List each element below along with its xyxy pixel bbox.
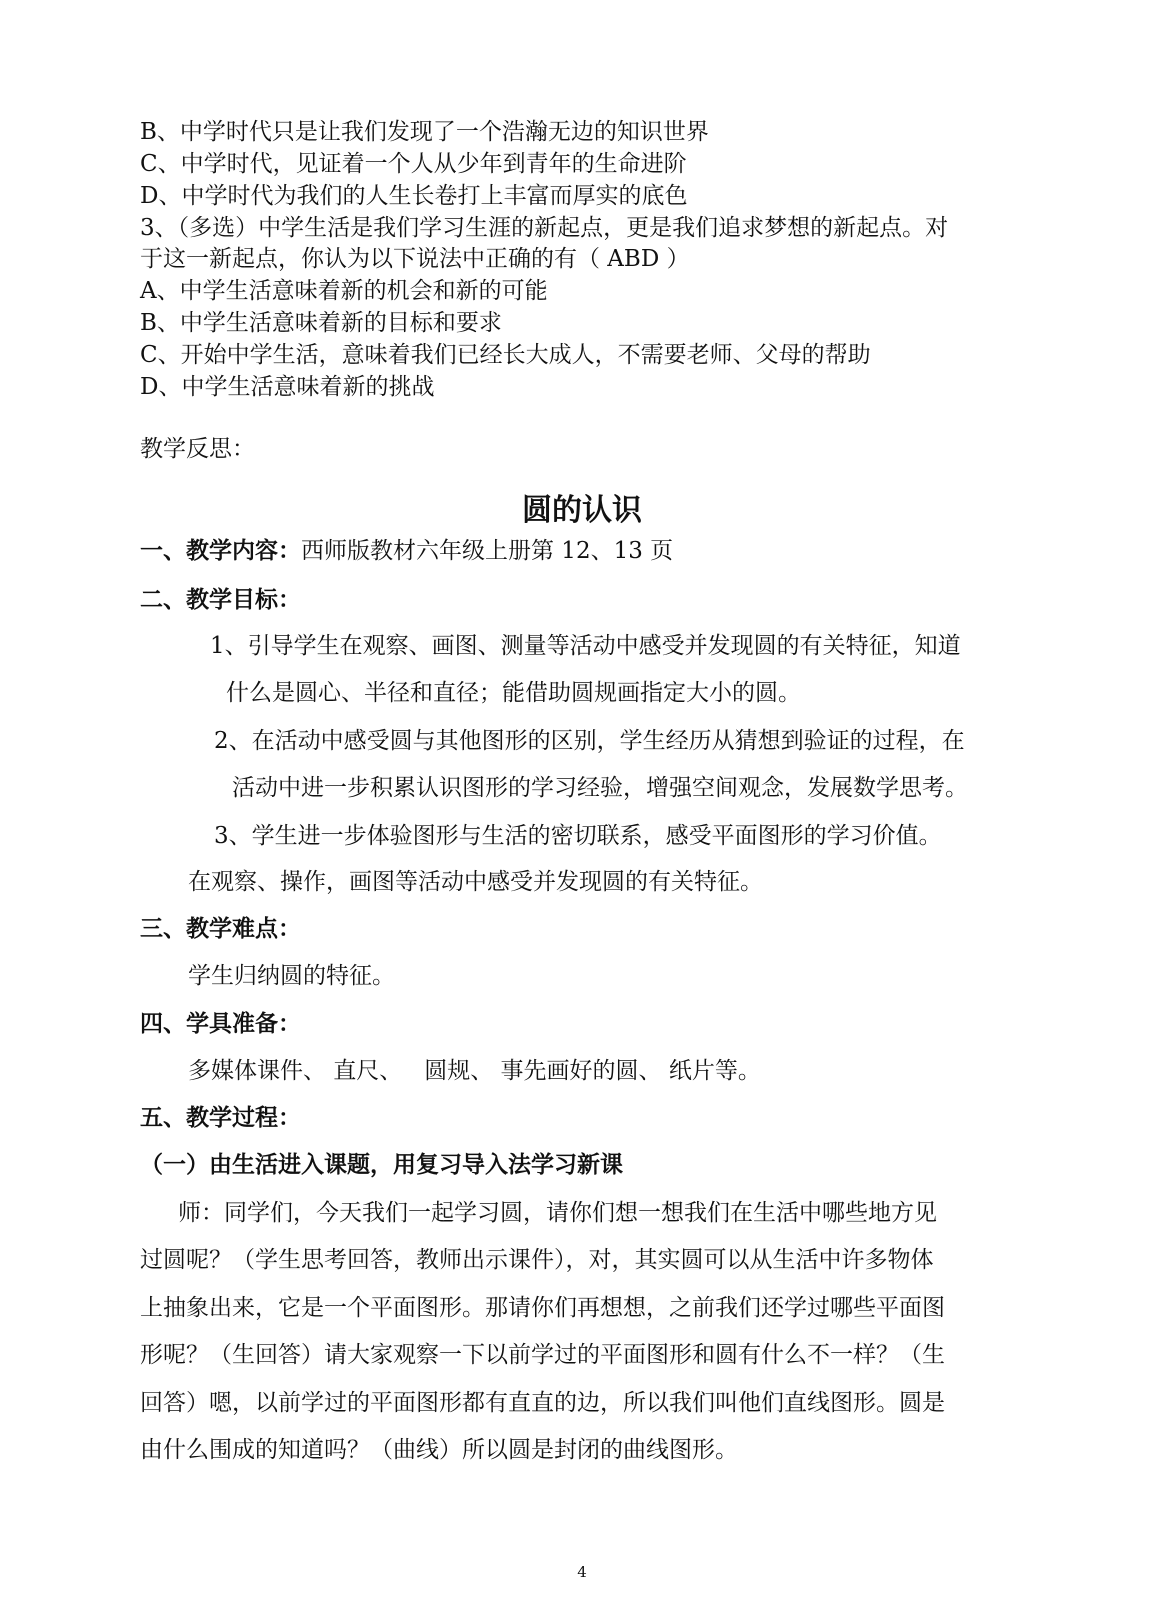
option-c-2: C、开始中学生活，意味着我们已经长大成人，不需要老师、父母的帮助 — [140, 342, 871, 368]
paragraph-line: 形呢？（生回答）请大家观察一下以前学过的平面图形和圆有什么不一样？（生 — [140, 1342, 945, 1368]
page-number: 4 — [577, 1563, 587, 1581]
question-3-line-2: 于这一新起点，你认为以下说法中正确的有（ ABD ） — [140, 246, 690, 272]
section-goals-heading: 二、教学目标： — [140, 587, 301, 613]
paragraph-line: 上抽象出来，它是一个平面图形。那请你们再想想，之前我们还学过哪些平面图 — [140, 1295, 945, 1321]
section-content-text: 西师版教材六年级上册第 12、13 页 — [301, 538, 674, 564]
key-point: 在观察、操作，画图等活动中感受并发现圆的有关特征。 — [188, 869, 763, 895]
section-content-heading: 一、教学内容： — [140, 538, 301, 564]
section-goals — [140, 585, 301, 615]
paragraph-line: 回答）嗯，以前学过的平面图形都有直直的边，所以我们叫他们直线图形。圆是 — [140, 1390, 945, 1416]
section-process — [140, 1103, 301, 1133]
goal-1-line-1: 1、引导学生在观察、画图、测量等活动中感受并发现圆的有关特征，知道 — [210, 633, 961, 659]
teaching-reflection: 教学反思： — [140, 436, 255, 462]
section-difficulty-heading: 三、教学难点： — [140, 916, 301, 942]
option-b-2: B、中学生活意味着新的目标和要求 — [140, 310, 502, 336]
option-a-2: A、中学生活意味着新的机会和新的可能 — [140, 278, 548, 304]
section-content — [140, 536, 673, 566]
lesson-title: 圆的认识 — [522, 493, 642, 528]
paragraph-line: 师：同学们，今天我们一起学习圆，请你们想一想我们在生活中哪些地方见 — [178, 1200, 937, 1226]
option-c-1: C、中学时代，见证着一个人从少年到青年的生命进阶 — [140, 151, 687, 177]
goal-1-line-2: 什么是圆心、半径和直径；能借助圆规画指定大小的圆。 — [226, 680, 801, 706]
difficulty-text: 学生归纳圆的特征。 — [188, 963, 395, 989]
subsection-1 — [140, 1150, 623, 1180]
section-difficulty — [140, 914, 301, 944]
tools-text: 多媒体课件、 直尺、 圆规、 事先画好的圆、 纸片等。 — [188, 1058, 761, 1084]
subsection-1-heading: （一）由生活进入课题，用复习导入法学习新课 — [140, 1152, 623, 1178]
goal-3: 3、学生进一步体验图形与生活的密切联系，感受平面图形的学习价值。 — [214, 823, 942, 849]
goal-2-line-1: 2、在活动中感受圆与其他图形的区别，学生经历从猜想到验证的过程，在 — [214, 728, 965, 754]
option-d-2: D、中学生活意味着新的挑战 — [140, 374, 435, 400]
question-3-line-1: 3、（多选）中学生活是我们学习生涯的新起点，更是我们追求梦想的新起点。对 — [140, 215, 949, 241]
option-d-1: D、中学时代为我们的人生长卷打上丰富而厚实的底色 — [140, 183, 688, 209]
goal-2-line-2: 活动中进一步积累认识图形的学习经验，增强空间观念，发展数学思考。 — [232, 775, 968, 801]
option-b-1: B、中学时代只是让我们发现了一个浩瀚无边的知识世界 — [140, 119, 709, 145]
paragraph-line: 过圆呢？（学生思考回答，教师出示课件），对，其实圆可以从生活中许多物体 — [140, 1247, 934, 1273]
section-process-heading: 五、教学过程： — [140, 1105, 301, 1131]
paragraph-line: 由什么围成的知道吗？（曲线）所以圆是封闭的曲线图形。 — [140, 1437, 738, 1463]
section-tools — [140, 1009, 301, 1039]
section-tools-heading: 四、学具准备： — [140, 1011, 301, 1037]
